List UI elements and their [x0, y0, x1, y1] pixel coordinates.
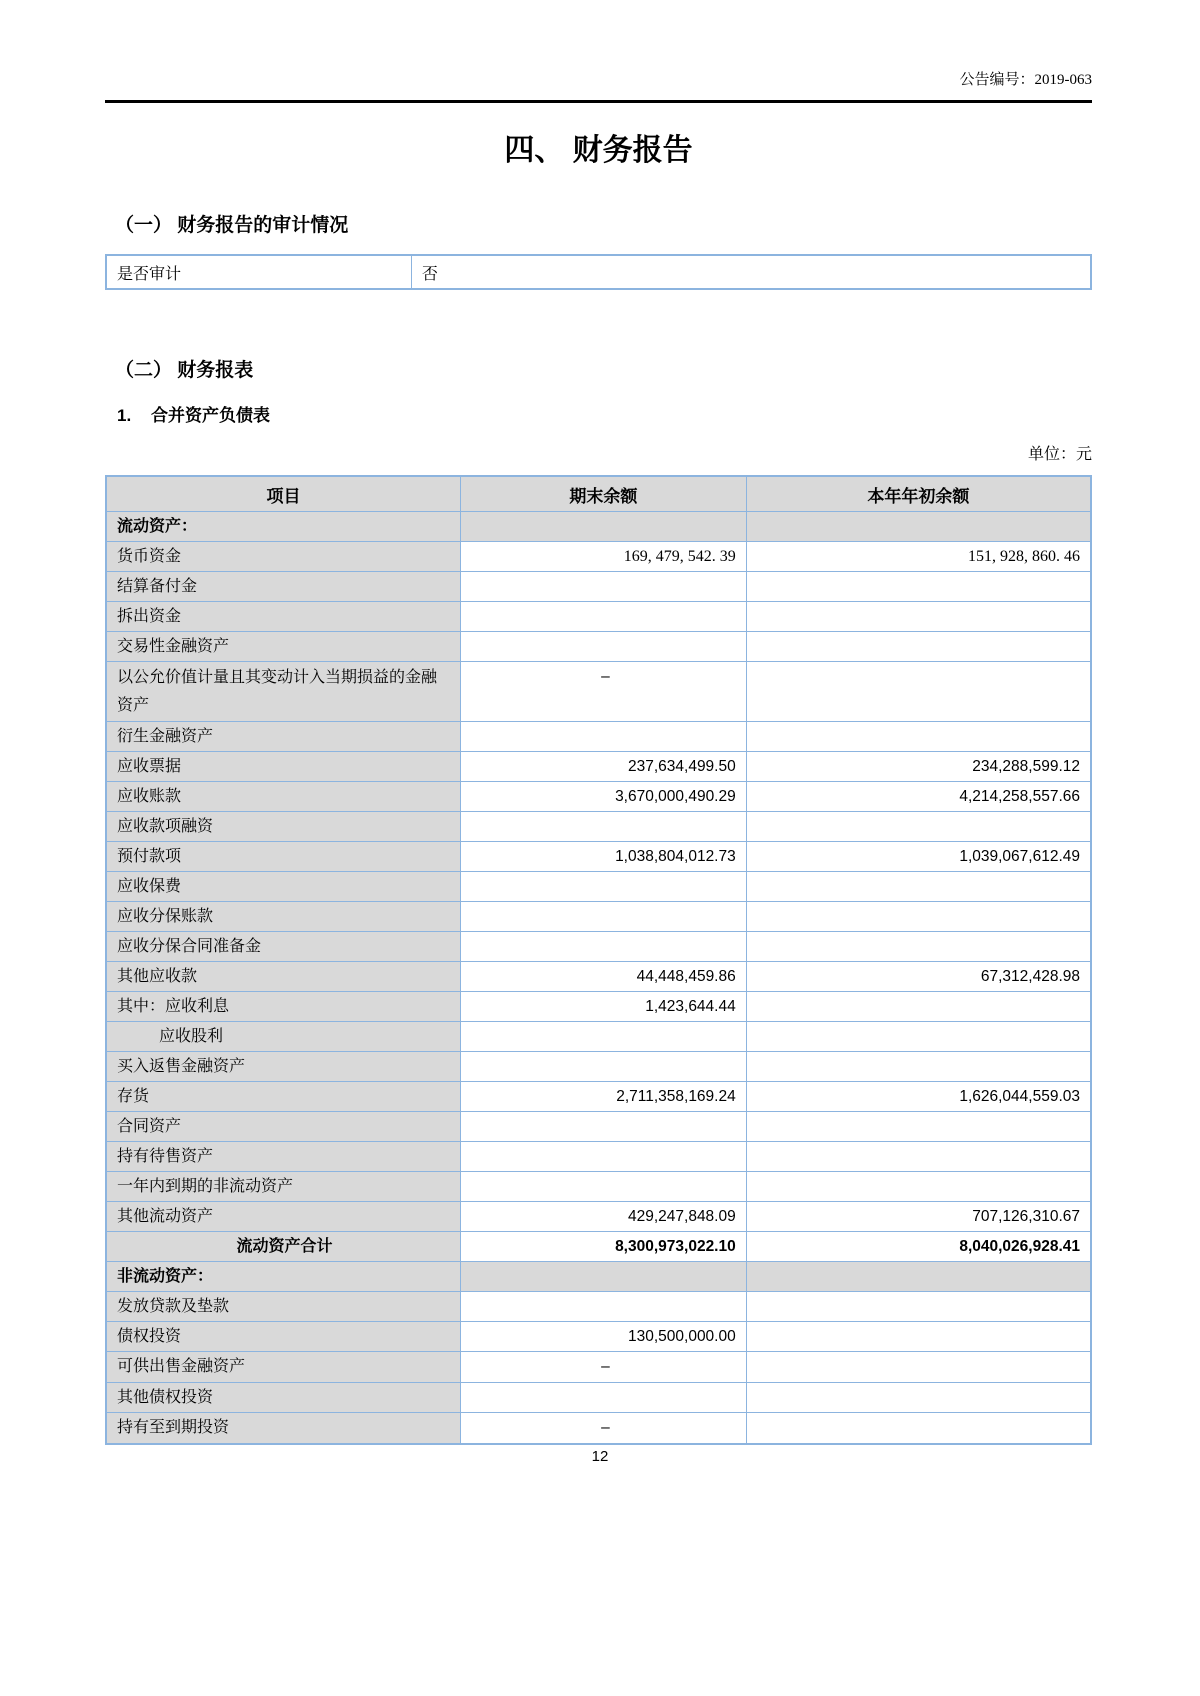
- end-balance-cell: [461, 902, 747, 932]
- table-row: [106, 1112, 1091, 1142]
- end-balance-cell: [461, 1172, 747, 1202]
- begin-balance-cell: 67,312,428.98: [746, 962, 1091, 992]
- table-row: [106, 1022, 1091, 1052]
- item-label-cell: 其他应收款: [106, 962, 461, 992]
- item-label-cell: 非流动资产：: [106, 1262, 461, 1292]
- table-row: [106, 632, 1091, 662]
- begin-balance-cell: [746, 602, 1091, 632]
- begin-balance-cell: [746, 572, 1091, 602]
- table-row: [106, 812, 1091, 842]
- end-balance-cell: [461, 1383, 747, 1413]
- end-balance-cell: 44,448,459.86: [461, 962, 747, 992]
- begin-balance-cell: [746, 1262, 1091, 1292]
- begin-balance-cell: [746, 662, 1091, 722]
- end-balance-cell: [461, 1112, 747, 1142]
- begin-balance-cell: [746, 1172, 1091, 1202]
- column-header-ending-balance: 期末余额: [461, 476, 747, 512]
- end-balance-cell: 2,711,358,169.24: [461, 1082, 747, 1112]
- begin-balance-cell: 1,626,044,559.03: [746, 1082, 1091, 1112]
- end-balance-cell: [461, 932, 747, 962]
- end-balance-cell: 1,038,804,012.73: [461, 842, 747, 872]
- end-balance-cell: [461, 1262, 747, 1292]
- end-balance-cell: [461, 572, 747, 602]
- end-balance-cell: 3,670,000,490.29: [461, 782, 747, 812]
- item-label-cell: 其他债权投资: [106, 1383, 461, 1413]
- item-label-cell: 货币资金: [106, 542, 461, 572]
- end-balance-cell: [461, 632, 747, 662]
- end-balance-cell: [461, 812, 747, 842]
- begin-balance-cell: [746, 932, 1091, 962]
- begin-balance-cell: [746, 1112, 1091, 1142]
- item-label-cell: 应收保费: [106, 872, 461, 902]
- page-number: 12: [591, 1448, 609, 1465]
- balance-sheet-subheading: [117, 405, 1092, 427]
- subheading-number: 1.: [117, 406, 132, 425]
- table-row: [106, 542, 1091, 572]
- end-balance-cell: [461, 1052, 747, 1082]
- table-row: [106, 512, 1091, 542]
- begin-balance-cell: [746, 872, 1091, 902]
- begin-balance-cell: [746, 1322, 1091, 1352]
- item-label-cell: 交易性金融资产: [106, 632, 461, 662]
- balance-sheet-header-row: [106, 476, 1091, 512]
- item-label-cell: 应收分保账款: [106, 902, 461, 932]
- subheading-title: 合并资产负债表: [151, 406, 270, 425]
- item-label-cell: 持有待售资产: [106, 1142, 461, 1172]
- unit-label: 单位：元: [1027, 446, 1092, 463]
- table-row: [106, 872, 1091, 902]
- table-row: [106, 602, 1091, 632]
- begin-balance-cell: [746, 512, 1091, 542]
- end-balance-cell: [461, 512, 747, 542]
- item-label-cell: 以公允价值计量且其变动计入当期损益的金融资产: [106, 662, 461, 722]
- audit-table: [105, 254, 1092, 290]
- begin-balance-cell: [746, 1413, 1091, 1445]
- table-row: [106, 782, 1091, 812]
- begin-balance-cell: 151, 928, 860. 46: [746, 542, 1091, 572]
- statements-section-heading: （二） 财务报表: [115, 360, 254, 381]
- table-row: [106, 842, 1091, 872]
- item-label-cell: 一年内到期的非流动资产: [106, 1172, 461, 1202]
- begin-balance-cell: [746, 632, 1091, 662]
- table-row: [106, 1262, 1091, 1292]
- table-row: [106, 752, 1091, 782]
- end-balance-cell: 429,247,848.09: [461, 1202, 747, 1232]
- item-label-cell: 结算备付金: [106, 572, 461, 602]
- end-balance-cell: [461, 872, 747, 902]
- item-label-cell: 债权投资: [106, 1322, 461, 1352]
- item-label-cell: 流动资产：: [106, 512, 461, 542]
- table-row: [106, 1352, 1091, 1383]
- item-label-cell: 应收款项融资: [106, 812, 461, 842]
- table-row: [106, 932, 1091, 962]
- column-header-beginning-balance: 本年年初余额: [746, 476, 1091, 512]
- begin-balance-cell: [746, 1142, 1091, 1172]
- begin-balance-cell: [746, 1383, 1091, 1413]
- begin-balance-cell: [746, 902, 1091, 932]
- table-row: [106, 572, 1091, 602]
- balance-sheet-table: [105, 475, 1092, 1445]
- table-row: [106, 1232, 1091, 1262]
- table-row: [106, 992, 1091, 1022]
- table-row: [106, 1292, 1091, 1322]
- end-balance-cell: 169, 479, 542. 39: [461, 542, 747, 572]
- table-row: [106, 1202, 1091, 1232]
- begin-balance-cell: 4,214,258,557.66: [746, 782, 1091, 812]
- audit-section-heading: （一） 财务报告的审计情况: [115, 215, 349, 236]
- table-row: [106, 1322, 1091, 1352]
- item-label-cell: 拆出资金: [106, 602, 461, 632]
- page-title: 四、 财务报告: [504, 134, 693, 167]
- end-balance-cell: 130,500,000.00: [461, 1322, 747, 1352]
- begin-balance-cell: [746, 722, 1091, 752]
- item-label-cell: 其中：应收利息: [106, 992, 461, 1022]
- item-label-cell: 合同资产: [106, 1112, 461, 1142]
- begin-balance-cell: 707,126,310.67: [746, 1202, 1091, 1232]
- table-row: [106, 1413, 1091, 1445]
- item-label-cell: 其他流动资产: [106, 1202, 461, 1232]
- table-row: [106, 662, 1091, 722]
- begin-balance-cell: [746, 1052, 1091, 1082]
- item-label-cell: 应收股利: [106, 1022, 461, 1052]
- audit-table-row: [106, 255, 1091, 289]
- begin-balance-cell: [746, 1022, 1091, 1052]
- begin-balance-cell: 8,040,026,928.41: [746, 1232, 1091, 1262]
- begin-balance-cell: [746, 1292, 1091, 1322]
- end-balance-cell: 237,634,499.50: [461, 752, 747, 782]
- end-balance-cell: [461, 1142, 747, 1172]
- table-row: [106, 1172, 1091, 1202]
- item-label-cell: 应收分保合同准备金: [106, 932, 461, 962]
- table-row: [106, 722, 1091, 752]
- end-balance-cell: 1,423,644.44: [461, 992, 747, 1022]
- end-balance-cell: 8,300,973,022.10: [461, 1232, 747, 1262]
- table-row: [106, 1142, 1091, 1172]
- table-row: [106, 902, 1091, 932]
- table-row: [106, 1052, 1091, 1082]
- end-balance-cell: [461, 1292, 747, 1322]
- item-label-cell: 应收票据: [106, 752, 461, 782]
- item-label-cell: 可供出售金融资产: [106, 1352, 461, 1383]
- table-row: [106, 1082, 1091, 1112]
- end-balance-cell: –: [461, 1413, 747, 1445]
- column-header-item: 项目: [106, 476, 461, 512]
- item-label-cell: 买入返售金融资产: [106, 1052, 461, 1082]
- announcement-number: 公告编号：2019-063: [959, 72, 1092, 88]
- end-balance-cell: [461, 602, 747, 632]
- begin-balance-cell: [746, 1352, 1091, 1383]
- item-label-cell: 流动资产合计: [106, 1232, 461, 1262]
- item-label-cell: 存货: [106, 1082, 461, 1112]
- item-label-cell: 预付款项: [106, 842, 461, 872]
- item-label-cell: 发放贷款及垫款: [106, 1292, 461, 1322]
- item-label-cell: 持有至到期投资: [106, 1413, 461, 1445]
- begin-balance-cell: 234,288,599.12: [746, 752, 1091, 782]
- begin-balance-cell: 1,039,067,612.49: [746, 842, 1091, 872]
- begin-balance-cell: [746, 992, 1091, 1022]
- end-balance-cell: –: [461, 1352, 747, 1383]
- table-row: [106, 1383, 1091, 1413]
- item-label-cell: 衍生金融资产: [106, 722, 461, 752]
- end-balance-cell: [461, 1022, 747, 1052]
- begin-balance-cell: [746, 812, 1091, 842]
- header-rule: [105, 100, 1092, 103]
- end-balance-cell: –: [461, 662, 747, 722]
- audit-answer-cell: 否: [411, 255, 1091, 289]
- end-balance-cell: [461, 722, 747, 752]
- audit-question-cell: 是否审计: [106, 255, 411, 289]
- item-label-cell: 应收账款: [106, 782, 461, 812]
- table-row: [106, 962, 1091, 992]
